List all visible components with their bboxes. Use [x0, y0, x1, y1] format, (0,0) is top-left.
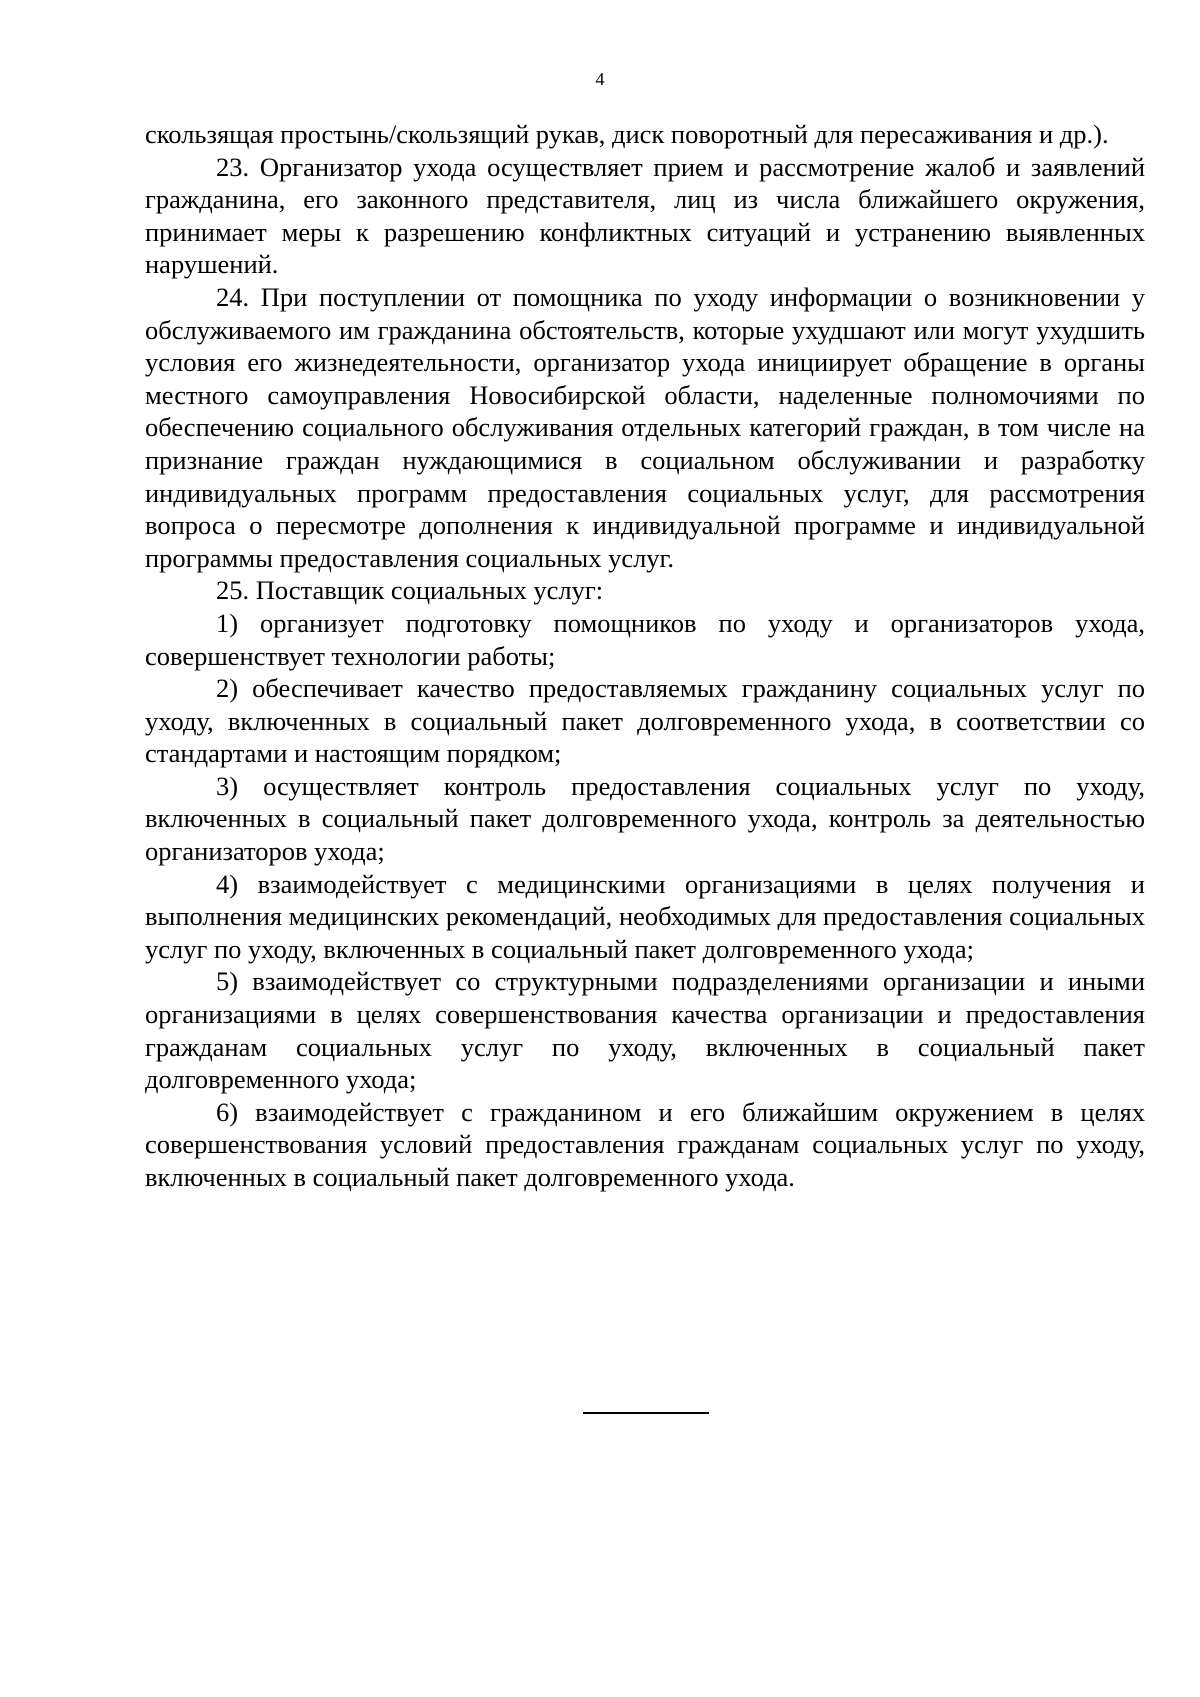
paragraph-item-25: 25. Поставщик социальных услуг:	[216, 575, 604, 606]
end-of-document-rule	[583, 1412, 709, 1414]
subitem-6: 6) взаимодействует с гражданином и его ближайшим окружением в целях совершенствования условий предоставления гражданам социальных услуг по уходу, включенных в социальный пакет долговременного ухода.	[145, 1096, 1145, 1192]
subitem-5: 5) взаимодействует со структурными подразделениями организации и иными организациями в целях совершенствования качества организации и предоставления гражданам социальных услуг по уходу, включенных в социальный пакет долговременного ухода;	[145, 966, 1145, 1095]
subitem-3: 3) осуществляет контроль предоставления социальных услуг по уходу, включенных в социальный пакет долговременного ухода, контроль за деятельностью организаторов ухода;	[145, 770, 1145, 867]
page-number: 4	[595, 69, 605, 89]
paragraph-item-24: 24. При поступлении от помощника по уходу информации о возникновении у обслуживаемого им гражданина обстоятельств, которые ухудшают или могут ухудшить условия его жизнедеятельности, организатор ухода инициирует обращение в органы местного самоуправления Новосибирской области, наделенные полномочиями по обеспечению социального обслуживания отдельных категорий граждан, в том числе на признание граждан нуждающимися в социальном обслуживании и разработку индивидуальных программ предоставления социальных услуг, для рассмотрения вопроса о пересмотре дополнения к индивидуальной программе и индивидуальной программы предоставления социальных услуг.	[145, 281, 1145, 573]
subitem-1: 1) организует подготовку помощников по уходу и организаторов ухода, совершенствует технологии работы;	[145, 607, 1145, 671]
paragraph-continuation: скользящая простынь/скользящий рукав, диск поворотный для пересаживания и др.).	[145, 119, 1109, 149]
subitem-2: 2) обеспечивает качество предоставляемых гражданину социальных услуг по уходу, включенных в социальный пакет долговременного ухода, в соответствии со стандартами и настоящим порядком;	[145, 673, 1145, 769]
subitem-4: 4) взаимодействует с медицинскими организациями в целях получения и выполнения медицинских рекомендаций, необходимых для предоставления социальных услуг по уходу, включенных в социальный пакет долговременного ухода;	[145, 868, 1145, 964]
paragraph-item-23: 23. Организатор ухода осуществляет прием и рассмотрение жалоб и заявлений гражданина, его законного представителя, лиц из числа ближайшего окружения, принимает меры к разрешению конфликтных ситуаций и устранению выявленных нарушений.	[145, 151, 1145, 280]
document-body	[145, 118, 1145, 1194]
